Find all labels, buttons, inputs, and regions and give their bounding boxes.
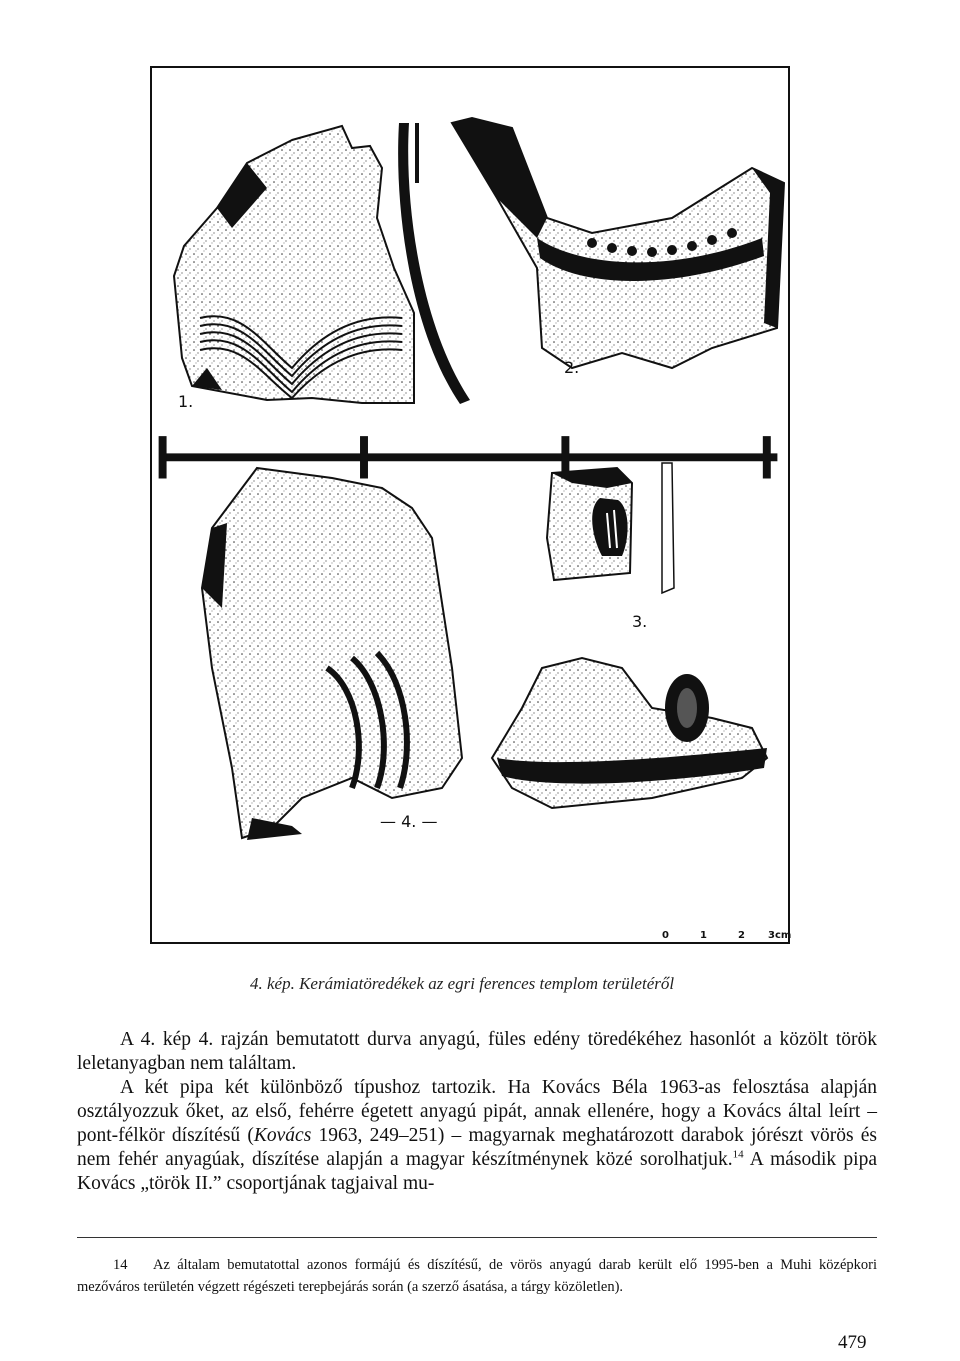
scale-tick-2: 2: [738, 930, 745, 941]
footnote-text: Az általam bemutatottal azonos formájú és díszítésű, de vörös anyagú darab került elő 1995-ben a Muhi középkori mezőváros területén végzett régészeti terepbejárás során (a szerző ásatása, a tárgy közöletlen).: [77, 1257, 877, 1295]
figure-caption: 4. kép. Kerámiatöredékek az egri ferences templom területéről: [250, 974, 675, 993]
fragment-3-label: 3.: [632, 612, 648, 631]
footnote-reference[interactable]: 14: [732, 1148, 744, 1161]
scale-bar: [152, 68, 788, 942]
paragraph-2-part-1: A két pipa két különböző típushoz tartozik. Ha Kovács Béla 1963-as felosztása alapján osztályozzuk őket, az első, fehérre égetett anyagú pipát, annak ellenére, hogy a Kovács által leírt – pont-félkör díszítésű (: [77, 1077, 877, 1146]
fragment-1-label: 1.: [178, 392, 194, 411]
scale-tick-3: 3cm: [768, 930, 792, 941]
paragraph-2-part-3: A második pipa Kovács „török II.” csoportjának tagjaival mu-: [77, 1149, 878, 1194]
citation-author: Kovács: [253, 1125, 312, 1146]
footnote: [77, 1254, 877, 1298]
body-text: [77, 1028, 877, 1196]
paragraph-2: [77, 1076, 877, 1196]
figure-frame: [150, 66, 790, 944]
fragment-2-label: 2.: [564, 358, 580, 377]
footnote-separator: [77, 1237, 877, 1238]
paragraph-2-part-2: 1963, 249–251) – magyarnak meghatározott darabok jórészt vörös és nem fehér anyagúak, díszítése alapján a magyar készítménynek közé sorolhatjuk.: [77, 1125, 877, 1170]
fragment-4-label: — 4. —: [380, 812, 438, 831]
page-number: 479: [838, 1332, 867, 1353]
scale-tick-0: 0: [662, 930, 669, 941]
footnote-number: 14: [113, 1257, 128, 1273]
scale-tick-1: 1: [700, 930, 707, 941]
paragraph-1: A 4. kép 4. rajzán bemutatott durva anyagú, füles edény töredékéhez hasonlót a közölt török leletanyagban nem találtam.: [77, 1029, 877, 1074]
